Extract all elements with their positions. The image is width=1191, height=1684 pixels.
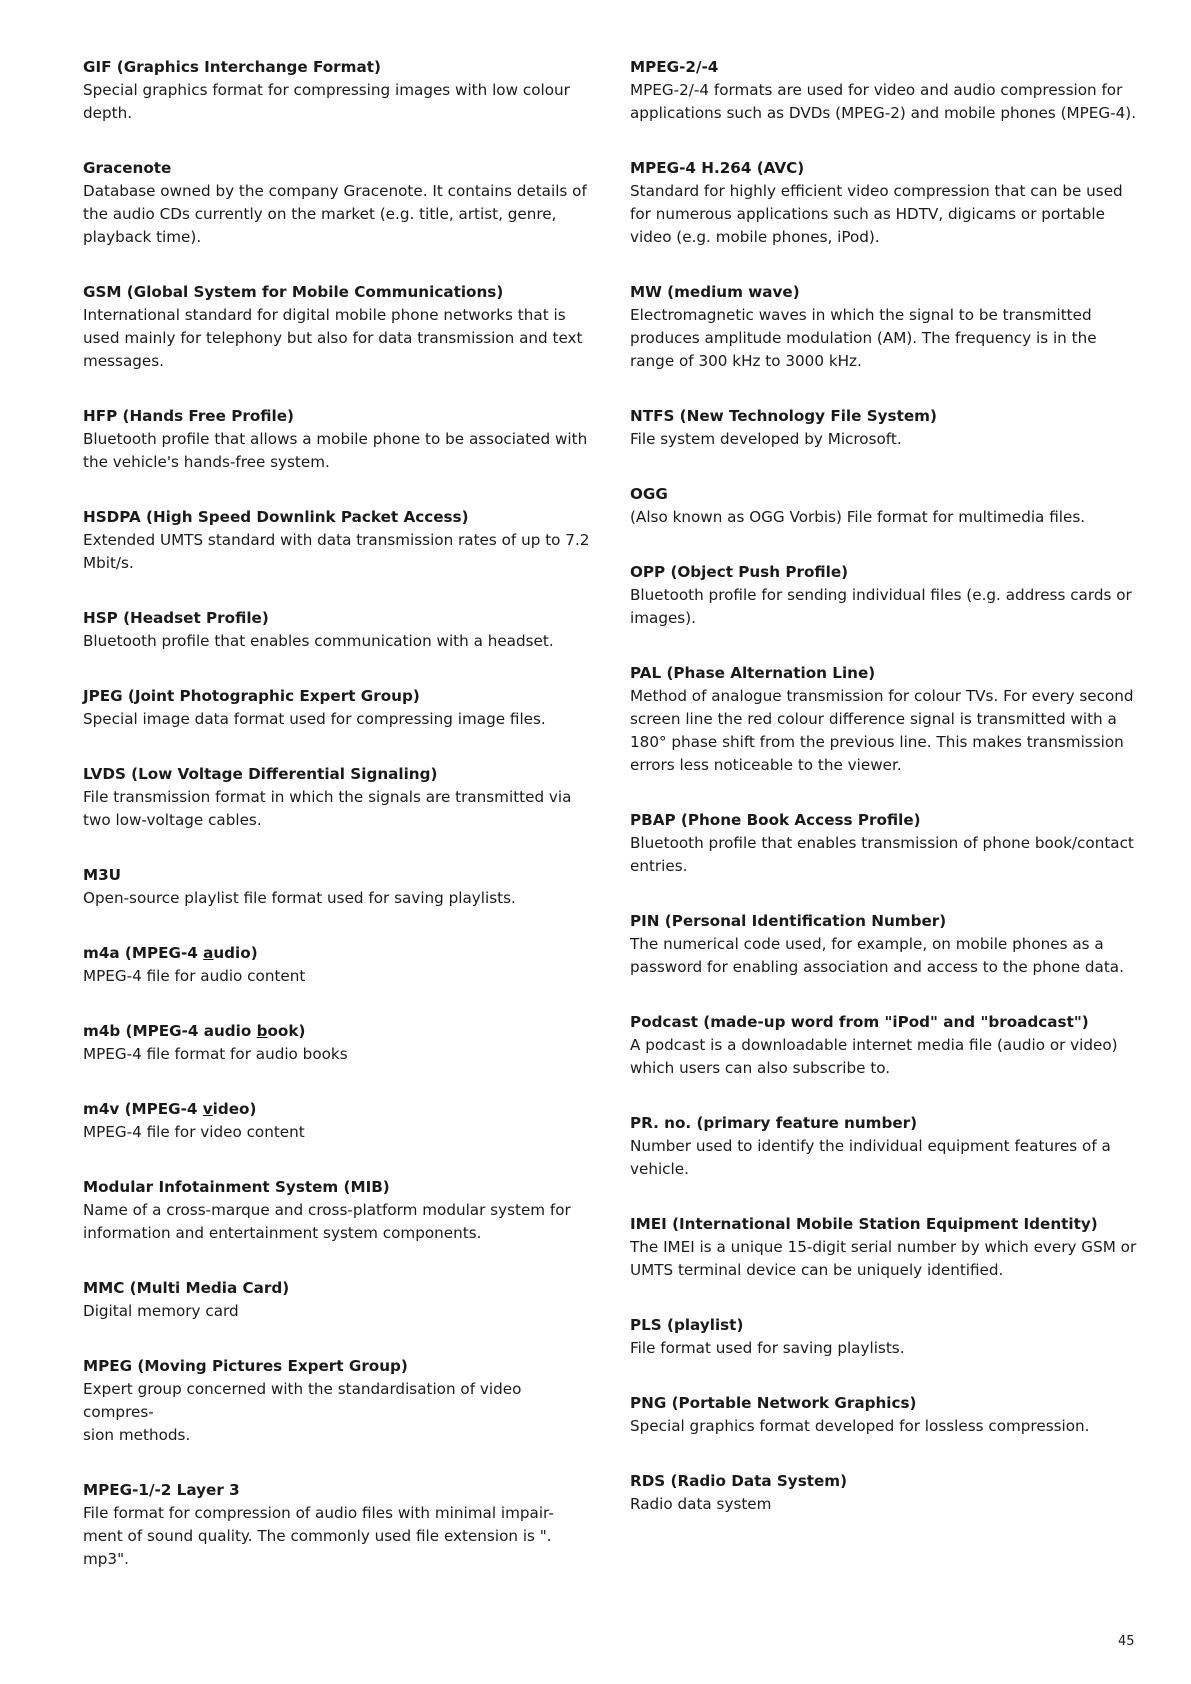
glossary-entry-jpeg xyxy=(83,685,593,731)
desc-gsm: International standard for digital mobile phone networks that is used mainly for telephony but also for data transmission and text messages. xyxy=(83,306,583,370)
term-m3u: M3U xyxy=(83,866,122,884)
glossary-entry-gsm xyxy=(83,281,593,373)
term-mmc: MMC (Multi Media Card) xyxy=(83,1279,290,1297)
desc-pal: Method of analogue transmission for colour TVs. For every second screen line the red colour difference signal is transmitted with a 180° phase shift from the previous line. This makes transmission errors less noticeable to the viewer. xyxy=(630,687,1134,774)
desc-mpeg-layer3-line-3: mp3". xyxy=(83,1550,129,1568)
glossary-entry-pin xyxy=(630,910,1140,979)
term-h264: MPEG-4 H.264 (AVC) xyxy=(630,159,805,177)
term-ogg: OGG xyxy=(630,485,668,503)
term-mpeg-layer3: MPEG-1/-2 Layer 3 xyxy=(83,1481,240,1499)
glossary-entry-hsp xyxy=(83,607,593,653)
desc-jpeg: Special image data format used for compressing image files. xyxy=(83,710,546,728)
desc-mpeg-line-1: Expert group concerned with the standardisation of video compres- xyxy=(83,1380,522,1421)
glossary-entry-mw xyxy=(630,281,1140,373)
term-mpeg-2-4: MPEG-2/-4 xyxy=(630,58,719,76)
term-pbap: PBAP (Phone Book Access Profile) xyxy=(630,811,921,829)
glossary-entry-m3u xyxy=(83,864,593,910)
desc-ntfs: File system developed by Microsoft. xyxy=(630,430,902,448)
desc-pin: The numerical code used, for example, on mobile phones as a password for enabling association and access to the phone data. xyxy=(630,935,1124,976)
page-number: 45 xyxy=(1118,1634,1135,1649)
term-m4b-underlined: b xyxy=(256,1022,268,1040)
term-opp: OPP (Object Push Profile) xyxy=(630,563,849,581)
glossary-entry-pls xyxy=(630,1314,1140,1360)
desc-mib: Name of a cross-marque and cross-platform modular system for information and entertainment system components. xyxy=(83,1201,571,1242)
desc-pr-no: Number used to identify the individual equipment features of a vehicle. xyxy=(630,1137,1111,1178)
desc-mpeg-2-4: MPEG-2/-4 formats are used for video and audio compression for applications such as DVDs (MPEG-2) and mobile phones (MPEG-4). xyxy=(630,81,1137,122)
desc-gif: Special graphics format for compressing images with low colour depth. xyxy=(83,81,570,122)
glossary-entry-hfp xyxy=(83,405,593,474)
glossary-entry-pr-no xyxy=(630,1112,1140,1181)
term-lvds: LVDS (Low Voltage Differential Signaling) xyxy=(83,765,438,783)
term-pls: PLS (playlist) xyxy=(630,1316,744,1334)
term-m4a-underlined: a xyxy=(203,944,214,962)
glossary-entry-opp xyxy=(630,561,1140,630)
desc-hfp: Bluetooth profile that allows a mobile phone to be associated with the vehicle's hands-free system. xyxy=(83,430,588,471)
term-m4a-post: udio) xyxy=(213,944,258,962)
term-png: PNG (Portable Network Graphics) xyxy=(630,1394,917,1412)
term-ntfs: NTFS (New Technology File System) xyxy=(630,407,937,425)
desc-m4v: MPEG-4 file for video content xyxy=(83,1123,305,1141)
desc-pbap: Bluetooth profile that enables transmission of phone book/contact entries. xyxy=(630,834,1134,875)
term-pr-no: PR. no. (primary feature number) xyxy=(630,1114,918,1132)
desc-h264: Standard for highly efficient video compression that can be used for numerous applications such as HDTV, digicams or portable video (e.g. mobile phones, iPod). xyxy=(630,182,1123,246)
glossary-entry-mib xyxy=(83,1176,593,1245)
term-mib: Modular Infotainment System (MIB) xyxy=(83,1178,390,1196)
glossary-entry-mpeg xyxy=(83,1355,593,1447)
desc-m3u: Open-source playlist file format used for saving playlists. xyxy=(83,889,516,907)
desc-pls: File format used for saving playlists. xyxy=(630,1339,905,1357)
term-pin: PIN (Personal Identification Number) xyxy=(630,912,947,930)
glossary-entry-h264 xyxy=(630,157,1140,249)
desc-mw: Electromagnetic waves in which the signal to be transmitted produces amplitude modulation (AM). The frequency is in the range of 300 kHz to 3000 kHz. xyxy=(630,306,1097,370)
term-mw: MW (medium wave) xyxy=(630,283,800,301)
desc-gracenote: Database owned by the company Gracenote. It contains details of the audio CDs currently on the market (e.g. title, artist, genre, playback time). xyxy=(83,182,587,246)
desc-ogg: (Also known as OGG Vorbis) File format for multimedia files. xyxy=(630,508,1086,526)
glossary-entry-gif xyxy=(83,56,593,125)
glossary-entry-hsdpa xyxy=(83,506,593,575)
glossary-entry-m4v xyxy=(83,1098,593,1144)
term-m4b-pre: m4b (MPEG-4 audio xyxy=(83,1022,257,1040)
desc-opp: Bluetooth profile for sending individual files (e.g. address cards or images). xyxy=(630,586,1132,627)
term-m4a xyxy=(83,942,593,965)
glossary-entry-imei xyxy=(630,1213,1140,1282)
term-m4v-post: ideo) xyxy=(212,1100,257,1118)
desc-mpeg-layer3-line-2: ment of sound quality. The commonly used file extension is ". xyxy=(83,1527,552,1545)
desc-mmc: Digital memory card xyxy=(83,1302,239,1320)
glossary-entry-mmc xyxy=(83,1277,593,1323)
term-hfp: HFP (Hands Free Profile) xyxy=(83,407,294,425)
term-m4b xyxy=(83,1020,593,1043)
glossary-entry-mpeg-layer3 xyxy=(83,1479,593,1571)
glossary-entry-pbap xyxy=(630,809,1140,878)
glossary-entry-m4b xyxy=(83,1020,593,1066)
term-pal: PAL (Phase Alternation Line) xyxy=(630,664,876,682)
glossary-entry-ntfs xyxy=(630,405,1140,451)
term-m4v-pre: m4v (MPEG-4 xyxy=(83,1100,203,1118)
glossary-left-column xyxy=(83,56,593,1603)
term-m4b-post: ook) xyxy=(267,1022,306,1040)
desc-mpeg-line-2: sion methods. xyxy=(83,1426,191,1444)
term-hsdpa: HSDPA (High Speed Downlink Packet Access) xyxy=(83,508,469,526)
desc-hsp: Bluetooth profile that enables communication with a headset. xyxy=(83,632,554,650)
desc-mpeg-layer3-line-1: File format for compression of audio files with minimal impair- xyxy=(83,1504,554,1522)
glossary-entry-lvds xyxy=(83,763,593,832)
term-hsp: HSP (Headset Profile) xyxy=(83,609,269,627)
term-gsm: GSM (Global System for Mobile Communications) xyxy=(83,283,504,301)
desc-m4b: MPEG-4 file format for audio books xyxy=(83,1045,348,1063)
term-mpeg: MPEG (Moving Pictures Expert Group) xyxy=(83,1357,408,1375)
desc-hsdpa: Extended UMTS standard with data transmission rates of up to 7.2 Mbit/s. xyxy=(83,531,590,572)
term-m4v xyxy=(83,1098,593,1121)
glossary-right-column xyxy=(630,56,1140,1548)
term-m4a-pre: m4a (MPEG-4 xyxy=(83,944,204,962)
term-gif: GIF (Graphics Interchange Format) xyxy=(83,58,381,76)
glossary-entry-podcast xyxy=(630,1011,1140,1080)
glossary-entry-ogg xyxy=(630,483,1140,529)
glossary-entry-mpeg-2-4 xyxy=(630,56,1140,125)
term-jpeg: JPEG (Joint Photographic Expert Group) xyxy=(83,687,420,705)
term-podcast: Podcast (made-up word from "iPod" and "broadcast") xyxy=(630,1013,1089,1031)
term-rds: RDS (Radio Data System) xyxy=(630,1472,848,1490)
glossary-entry-gracenote xyxy=(83,157,593,249)
glossary-entry-png xyxy=(630,1392,1140,1438)
term-gracenote: Gracenote xyxy=(83,159,172,177)
desc-imei: The IMEI is a unique 15-digit serial number by which every GSM or UMTS terminal device can be uniquely identified. xyxy=(630,1238,1137,1279)
term-imei: IMEI (International Mobile Station Equipment Identity) xyxy=(630,1215,1098,1233)
desc-m4a: MPEG-4 file for audio content xyxy=(83,967,306,985)
glossary-entry-m4a xyxy=(83,942,593,988)
glossary-entry-pal xyxy=(630,662,1140,777)
term-m4v-underlined: v xyxy=(202,1100,213,1118)
desc-rds: Radio data system xyxy=(630,1495,772,1513)
desc-png: Special graphics format developed for lossless compression. xyxy=(630,1417,1090,1435)
desc-podcast: A podcast is a downloadable internet media file (audio or video) which users can also subscribe to. xyxy=(630,1036,1118,1077)
glossary-entry-rds xyxy=(630,1470,1140,1516)
desc-lvds: File transmission format in which the signals are transmitted via two low-voltage cables. xyxy=(83,788,572,829)
